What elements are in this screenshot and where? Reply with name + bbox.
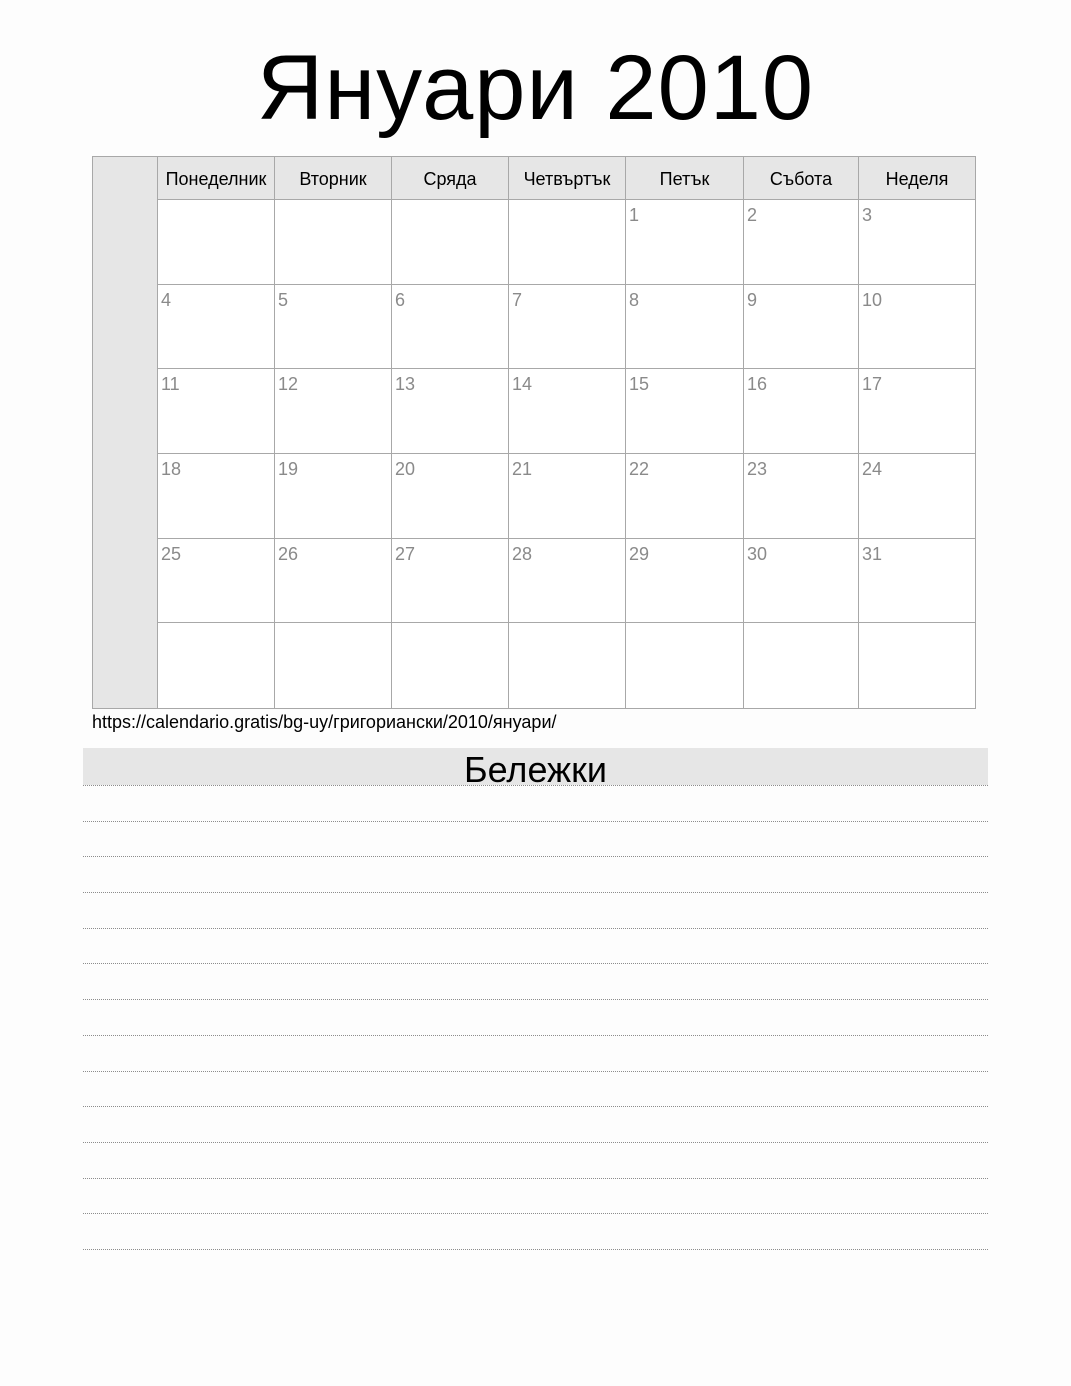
week-number-column [93, 157, 158, 708]
day-cell[interactable] [509, 369, 626, 453]
day-cell[interactable] [158, 369, 275, 453]
day-number: 23 [747, 459, 768, 480]
day-number: 4 [161, 289, 172, 310]
note-line[interactable] [83, 821, 988, 857]
weekday-header: Вторник [275, 157, 392, 199]
note-line[interactable] [83, 892, 988, 928]
day-cell[interactable] [158, 623, 275, 708]
day-cell[interactable] [626, 454, 744, 538]
day-cell[interactable] [158, 200, 275, 284]
day-cell[interactable] [744, 285, 859, 369]
week-row [158, 200, 975, 285]
week-row [158, 454, 975, 539]
day-number: 24 [862, 459, 883, 480]
day-cell[interactable] [859, 454, 975, 538]
page-title: Януари 2010 [256, 37, 815, 139]
day-number: 17 [862, 374, 883, 395]
day-cell[interactable] [744, 539, 859, 623]
day-number: 22 [629, 459, 650, 480]
note-line[interactable] [83, 1213, 988, 1249]
note-line[interactable] [83, 1178, 988, 1214]
calendar-grid [92, 156, 976, 709]
day-cell[interactable] [509, 200, 626, 284]
day-cell[interactable] [392, 539, 509, 623]
day-cell[interactable] [744, 623, 859, 708]
notes-title: Бележки [83, 748, 988, 785]
day-cell[interactable] [859, 285, 975, 369]
note-line[interactable] [83, 856, 988, 892]
day-cell[interactable] [392, 454, 509, 538]
day-cell[interactable] [509, 285, 626, 369]
source-url: https://calendario.gratis/bg-uy/григориански/2010/януари/ [92, 712, 557, 732]
day-number: 7 [512, 289, 523, 310]
day-cell[interactable] [744, 454, 859, 538]
note-line[interactable] [83, 1071, 988, 1107]
week-row [158, 285, 975, 370]
day-cell[interactable] [859, 200, 975, 284]
day-cell[interactable] [509, 539, 626, 623]
day-number: 18 [161, 459, 182, 480]
day-number: 12 [278, 374, 299, 395]
day-number: 2 [747, 205, 758, 225]
note-line[interactable] [83, 1249, 988, 1285]
day-number: 16 [747, 374, 768, 395]
calendar-days [158, 157, 975, 708]
day-number: 28 [512, 543, 533, 564]
day-cell[interactable] [158, 285, 275, 369]
note-line[interactable] [83, 928, 988, 964]
week-row [158, 539, 975, 624]
day-number: 25 [161, 543, 182, 564]
day-cell[interactable] [275, 623, 392, 708]
day-number: 9 [747, 289, 758, 310]
note-line[interactable] [83, 1106, 988, 1142]
day-cell[interactable] [509, 623, 626, 708]
notes-lines [83, 785, 988, 1285]
note-line[interactable] [83, 963, 988, 999]
day-cell[interactable] [626, 200, 744, 284]
day-number: 27 [395, 543, 416, 564]
day-number: 19 [278, 459, 299, 480]
day-number: 14 [512, 374, 533, 395]
day-cell[interactable] [509, 454, 626, 538]
week-row [158, 369, 975, 454]
day-cell[interactable] [392, 369, 509, 453]
day-cell[interactable] [626, 369, 744, 453]
day-cell[interactable] [275, 200, 392, 284]
weekday-header-row [158, 157, 975, 200]
note-line[interactable] [83, 1035, 988, 1071]
day-cell[interactable] [626, 285, 744, 369]
day-number: 3 [862, 205, 873, 225]
day-number: 5 [278, 289, 289, 310]
day-cell[interactable] [392, 623, 509, 708]
weekday-header: Петък [626, 157, 744, 199]
day-number: 21 [512, 459, 533, 480]
day-cell[interactable] [275, 285, 392, 369]
day-cell[interactable] [859, 623, 975, 708]
day-number: 20 [395, 459, 416, 480]
day-number: 29 [629, 543, 650, 564]
day-cell[interactable] [392, 200, 509, 284]
day-cell[interactable] [744, 369, 859, 453]
day-cell[interactable] [859, 539, 975, 623]
weekday-header: Понеделник [158, 157, 275, 199]
day-cell[interactable] [275, 539, 392, 623]
day-cell[interactable] [275, 369, 392, 453]
day-number: 6 [395, 289, 406, 310]
weekday-header: Сряда [392, 157, 509, 199]
week-row [158, 623, 975, 708]
day-number: 31 [862, 543, 883, 564]
day-number: 30 [747, 543, 768, 564]
day-number: 26 [278, 543, 299, 564]
note-line[interactable] [83, 999, 988, 1035]
day-cell[interactable] [626, 623, 744, 708]
day-cell[interactable] [275, 454, 392, 538]
note-line[interactable] [83, 1142, 988, 1178]
day-cell[interactable] [158, 454, 275, 538]
day-number: 8 [629, 289, 640, 310]
day-number: 10 [862, 289, 883, 310]
weekday-header: Събота [744, 157, 859, 199]
weekday-header: Неделя [859, 157, 975, 199]
day-number: 13 [395, 374, 416, 395]
day-cell[interactable] [744, 200, 859, 284]
weekday-header: Четвъртък [509, 157, 626, 199]
day-number: 1 [629, 205, 640, 225]
day-cell[interactable] [158, 539, 275, 623]
day-number: 11 [161, 374, 180, 395]
day-cell[interactable] [392, 285, 509, 369]
day-cell[interactable] [859, 369, 975, 453]
note-line[interactable] [83, 785, 988, 821]
day-number: 15 [629, 374, 650, 395]
day-cell[interactable] [626, 539, 744, 623]
